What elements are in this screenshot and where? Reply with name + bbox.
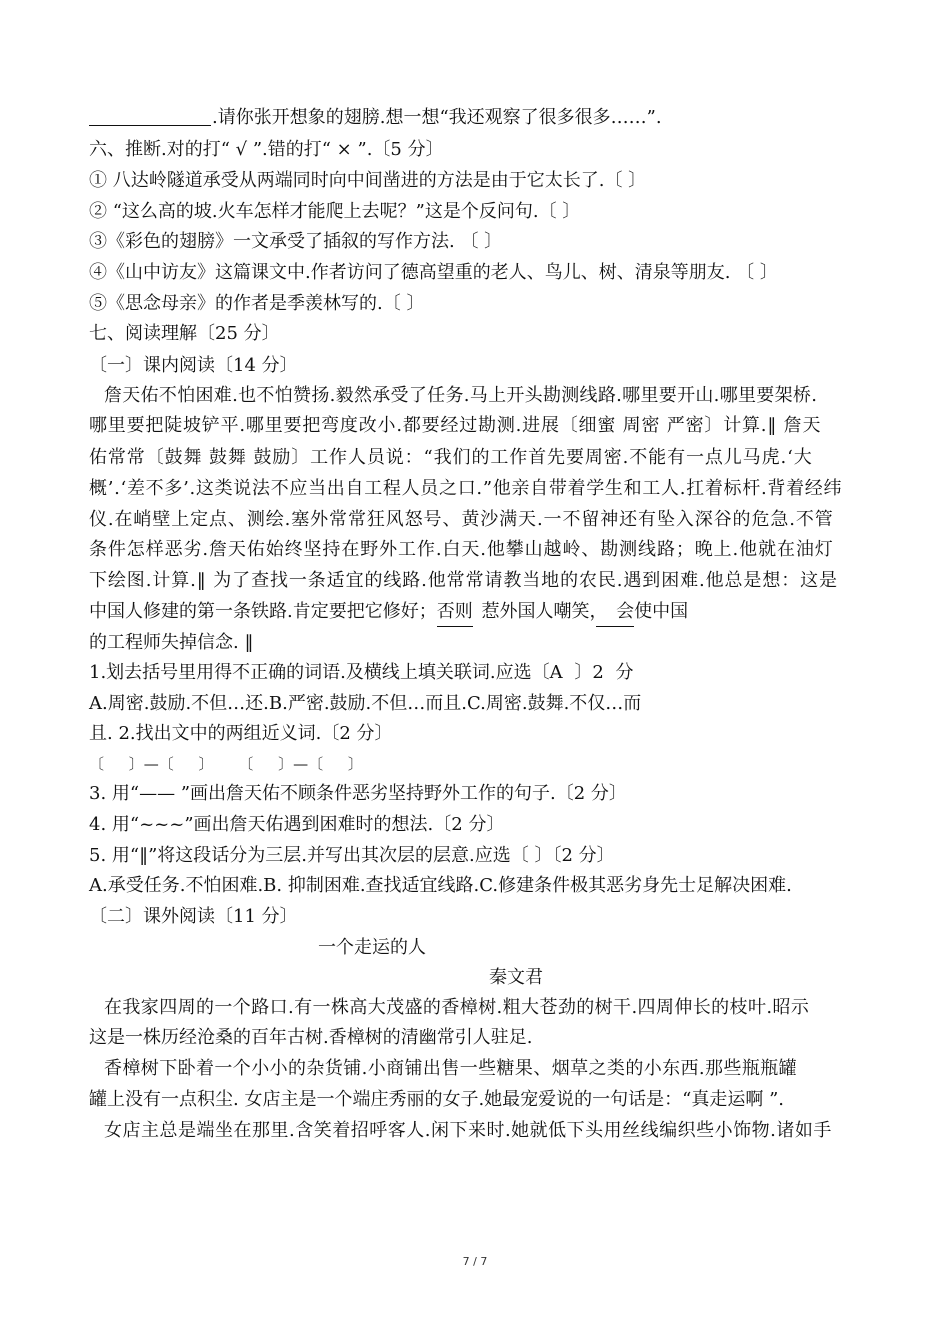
text-line: ① 八达岭隧道承受从两端同时向中间凿进的方法是由于它太长了.〔 〕 [89,170,647,191]
story-author: 秦文君 [489,967,543,988]
story-title: 一个走运的人 [318,937,426,958]
story-line: 女店主总是端坐在那里.含笑着招呼客人.闲下来时.她就低下头用丝线编织些小饰物.诸如手 [104,1120,832,1141]
passage-line: 的工程师失掉信念. ‖ [89,632,254,653]
question-line: 且. 2.找出文中的两组近义词.〔2 分〕 [89,723,393,744]
text-line: ③《彩色的翅膀》一文承受了插叙的写作方法. 〔 〕 [89,231,503,252]
story-line: 在我家四周的一个路口.有一株高大茂盛的香樟树.粗大苍劲的树干.四周伸长的枝叶.昭示 [104,997,810,1018]
blank-underline [596,626,634,627]
question-line: A.周密.鼓励.不但…还.B.严密.鼓励.不但…而且.C.周密.鼓舞.不仅…而 [89,693,642,714]
subsection-heading: 〔一〕课内阅读〔14 分〕 [89,355,298,376]
section-heading: 六、推断.对的打“ √ ”.错的打“ × ”.〔5 分〕 [89,139,444,160]
passage-line: 条件怎样恶劣.詹天佑始终坚持在野外工作.白天.他攀山越岭、勘测线路；晚上.他就在油灯 [89,539,834,560]
passage-line: 詹天佑不怕困难.也不怕赞扬.毅然承受了任务.马上开头勘测线路.哪里要开山.哪里要架桥. [104,385,818,406]
question-line: 4. 用“~~~”画出詹天佑遇到困难时的想法.〔2 分〕 [89,814,505,835]
blank-underline [437,626,473,627]
question-line: 3. 用“—— ”画出詹天佑不顾条件恶劣坚持野外工作的句子.〔2 分〕 [89,783,627,804]
story-line: 这是一株历经沧桑的百年古树.香樟树的清幽常引人驻足. [89,1027,533,1048]
passage-line: 中国人修建的第一条铁路.肯定要把它修好；否则 惹外国人嘲笑， 会使中国 [89,601,689,622]
text-line: ④《山中访友》这篇课文中.作者访问了德高望重的老人、鸟儿、树、清泉等朋友. 〔 〕 [89,262,778,283]
passage-line: 哪里要把陡坡铲平.哪里要把弯度改小.都要经过勘测.进展〔细蜜 周密 严密〕计算.‖ 詹天 [89,415,822,436]
question-line: A.承受任务.不怕困难.B. 抑制困难.查找适宜线路.C.修建条件极其恶劣身先士足解决困难. [89,875,792,896]
text-line: .请你张开想象的翅膀.想一想“我还观察了很多很多……”. [212,107,662,128]
story-line: 罐上没有一点积尘. 女店主是一个端庄秀丽的女子.她最宠爱说的一句话是：“真走运啊 ”. [89,1089,785,1110]
question-line: 〔 〕—〔 〕 〔 〕—〔 〕 [89,755,363,773]
passage-line: 仪.在峭壁上定点、测绘.塞外常常狂风怒号、黄沙满天.一不留神还有坠入深谷的危急.不管 [89,509,834,530]
question-line: 1.划去括号里用得不正确的词语.及横线上填关联词.应选〔A 〕2 分 [89,662,634,683]
passage-line: 概’.‘差不多’.这类说法不应当出自工程人员之口.”他亲自带着学生和工人.扛着标杆.背着经纬 [89,478,843,499]
blank-underline [89,125,211,126]
section-heading: 七、阅读理解〔25 分〕 [89,323,280,344]
page-number: 7 / 7 [462,1255,488,1268]
passage-line: 佑常常〔鼓舞 鼓舞 鼓励〕工作人员说：“我们的工作首先要周密.不能有一点儿马虎.‘大 [89,447,813,468]
passage-line: 下绘图.计算.‖ 为了查找一条适宜的线路.他常常请教当地的农民.遇到困难.他总是想：这是 [89,570,838,591]
question-line: 5. 用“‖”将这段话分为三层.并写出其次层的层意.应选〔 〕〔2 分〕 [89,845,615,866]
story-line: 香樟树下卧着一个小小的杂货铺.小商铺出售一些糖果、烟草之类的小东西.那些瓶瓶罐 [104,1058,798,1079]
subsection-heading: 〔二〕课外阅读〔11 分〕 [89,906,298,927]
text-line: ⑤《思念母亲》的作者是季羡林写的.〔 〕 [89,293,425,314]
text-line: ② “这么高的坡.火车怎样才能爬上去呢？”这是个反问句.〔 〕 [89,201,581,222]
